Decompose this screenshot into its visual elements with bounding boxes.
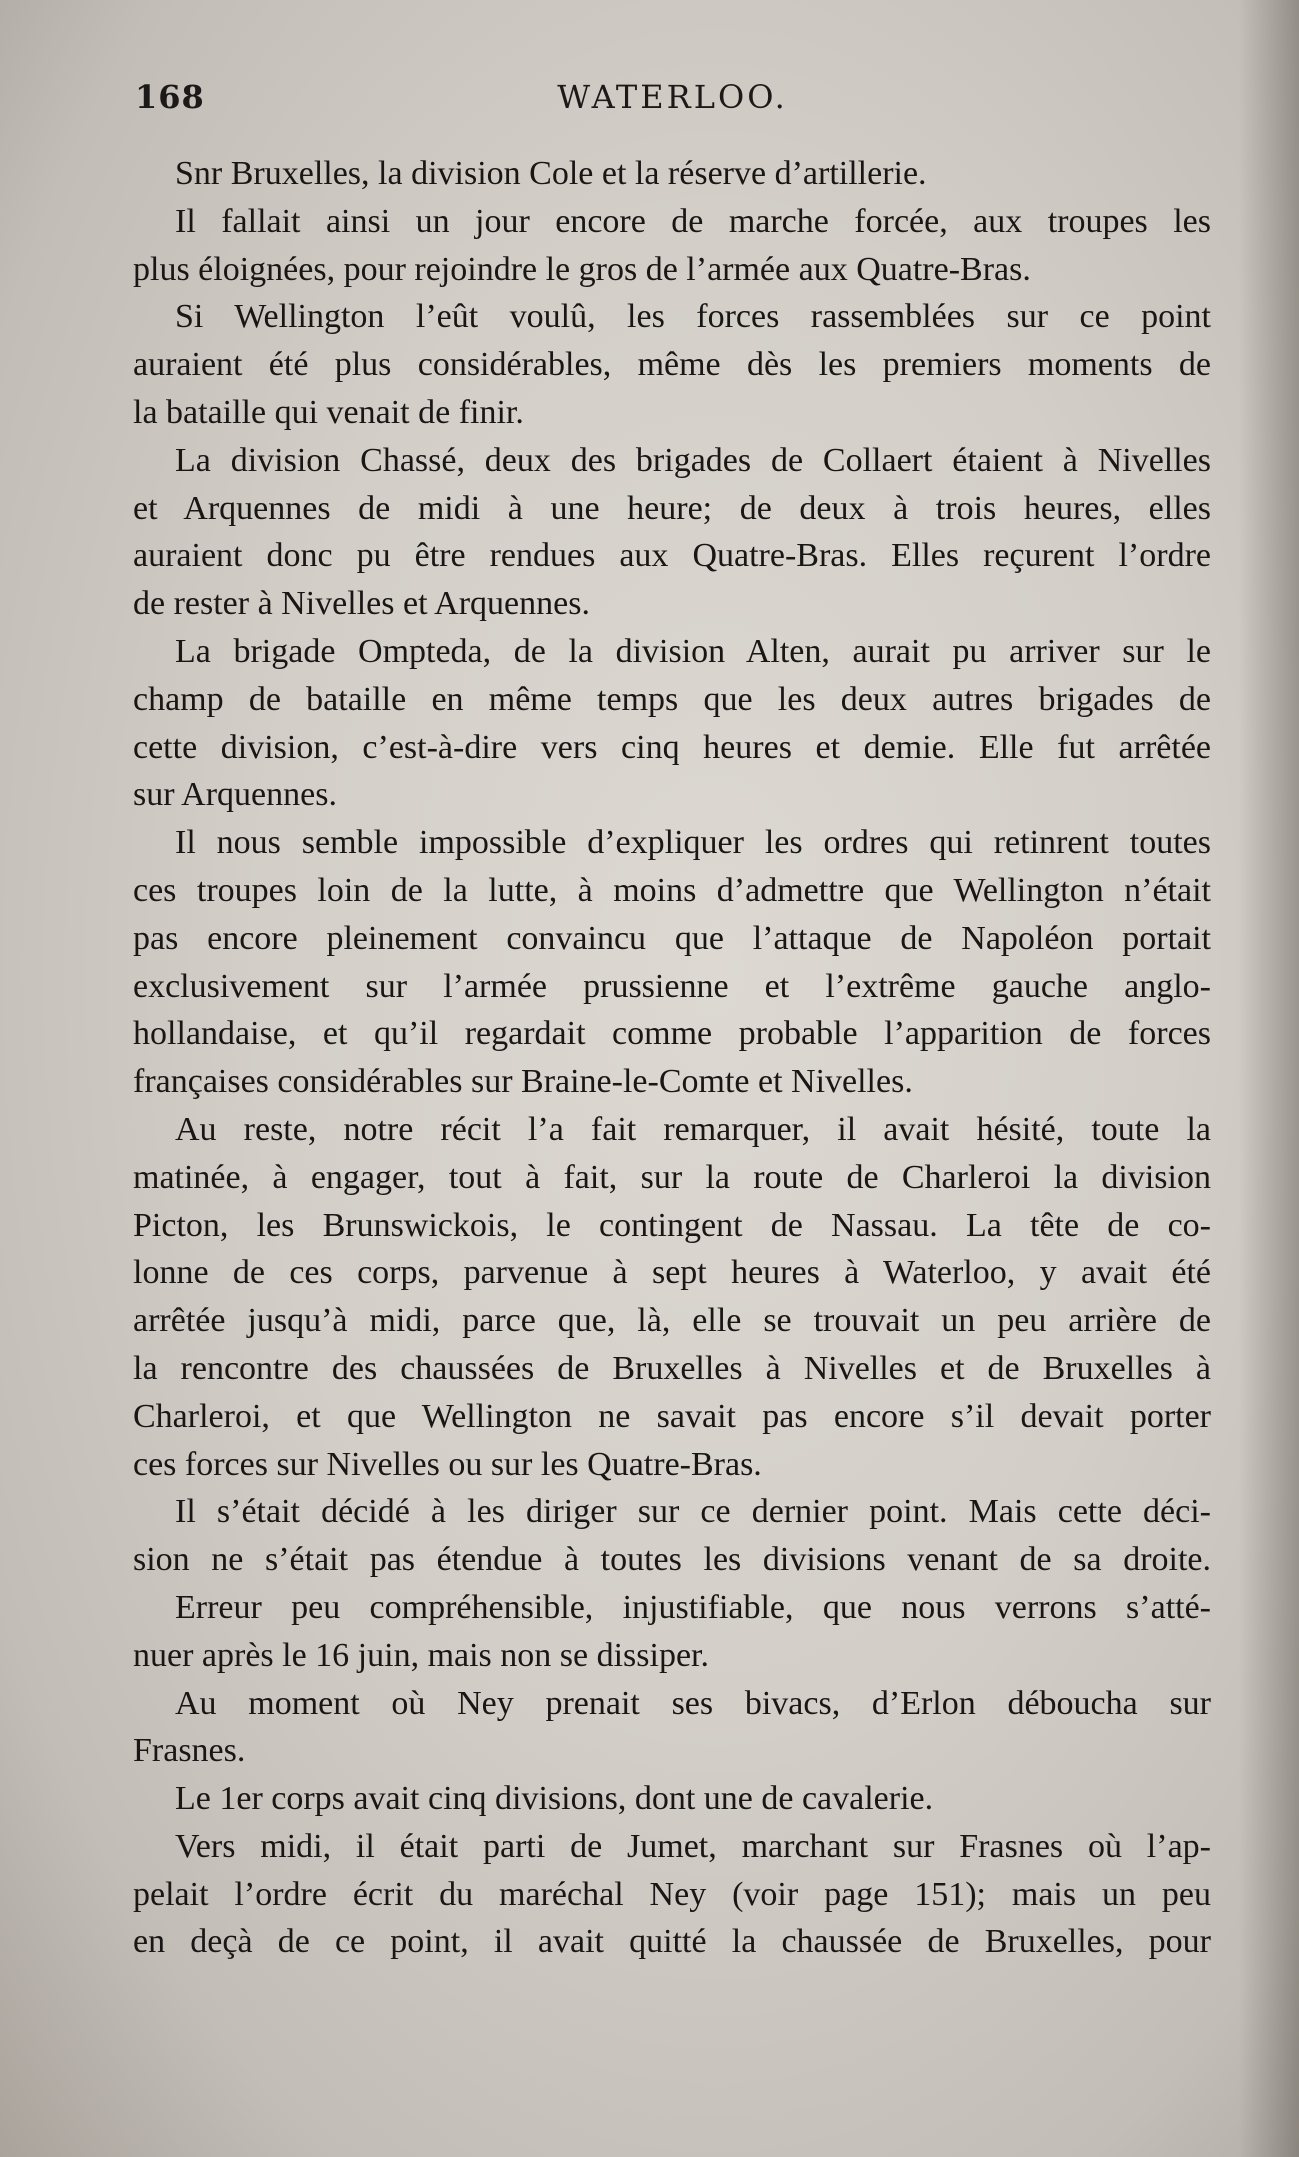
text-line: La brigade Ompteda, de la division Alten, aurait pu arriver sur le — [175, 632, 1211, 670]
text-line: plus éloignées, pour rejoindre le gros de l’armée aux Quatre-Bras. — [133, 250, 1031, 288]
text-line: Charleroi, et que Wellington ne savait pas encore s’il devait porter — [133, 1397, 1211, 1435]
text-line: Il nous semble impossible d’expliquer les ordres qui retinrent toutes — [175, 824, 1211, 862]
text-line: la bataille qui venait de finir. — [133, 393, 524, 431]
text-line: Snr Bruxelles, la division Cole et la réserve d’artillerie. — [175, 155, 927, 192]
text-line: Picton, les Brunswickois, le contingent de Nassau. La tête de co- — [133, 1206, 1211, 1244]
text-line: Si Wellington l’eût voulû, les forces rassemblées sur ce point — [175, 298, 1211, 336]
text-line: pelait l’ordre écrit du maréchal Ney (voir page 151); mais un peu — [133, 1875, 1211, 1913]
text-line: champ de bataille en même temps que les deux autres brigades de — [133, 680, 1211, 718]
text-line: exclusivement sur l’armée prussienne et l’extrême gauche anglo- — [133, 967, 1211, 1005]
text-line: matinée, à engager, tout à fait, sur la route de Charleroi la division — [133, 1158, 1211, 1196]
text-line: Il fallait ainsi un jour encore de marche forcée, aux troupes les — [175, 202, 1211, 240]
text-line: lonne de ces corps, parvenue à sept heures à Waterloo, y avait été — [133, 1254, 1211, 1292]
text-line: auraient donc pu être rendues aux Quatre-Bras. Elles reçurent l’ordre — [133, 537, 1211, 575]
text-line: Au reste, notre récit l’a fait remarquer, il avait hésité, toute la — [175, 1110, 1211, 1148]
text-line: ces troupes loin de la lutte, à moins d’admettre que Wellington n’était — [133, 871, 1211, 909]
text-line: Au moment où Ney prenait ses bivacs, d’Erlon déboucha sur — [175, 1684, 1211, 1722]
text-line: de rester à Nivelles et Arquennes. — [133, 585, 590, 623]
text-line: Il s’était décidé à les diriger sur ce dernier point. Mais cette déci- — [175, 1493, 1211, 1531]
text-line: nuer après le 16 juin, mais non se dissiper. — [133, 1636, 710, 1674]
text-line: la rencontre des chaussées de Bruxelles à Nivelles et de Bruxelles à — [133, 1349, 1211, 1387]
text-line: en deçà de ce point, il avait quitté la chaussée de Bruxelles, pour — [133, 1923, 1211, 1961]
text-line: pas encore pleinement convaincu que l’attaque de Napoléon portait — [133, 919, 1211, 957]
running-title: WATERLOO. — [557, 78, 788, 116]
text-line: ces forces sur Nivelles ou sur les Quatre-Bras. — [133, 1445, 762, 1483]
text-line: La division Chassé, deux des brigades de Collaert étaient à Nivelles — [175, 441, 1211, 479]
text-line: auraient été plus considérables, même dès les premiers moments de — [133, 346, 1211, 384]
text-line: Erreur peu compréhensible, injustifiable, que nous verrons s’atté- — [175, 1588, 1211, 1626]
text-line: et Arquennes de midi à une heure; de deux à trois heures, elles — [133, 489, 1211, 527]
text-line: arrêtée jusqu’à midi, parce que, là, elle se trouvait un peu arrière de — [133, 1302, 1211, 1340]
text-line: sion ne s’était pas étendue à toutes les divisions venant de sa droite. — [133, 1541, 1211, 1579]
text-line: Vers midi, il était parti de Jumet, marchant sur Frasnes où l’ap- — [175, 1827, 1211, 1865]
page-number: 168 — [135, 78, 205, 116]
text-line: sur Arquennes. — [133, 776, 337, 814]
text-line: hollandaise, et qu’il regardait comme probable l’apparition de forces — [133, 1015, 1211, 1053]
text-line: Le 1er corps avait cinq divisions, dont une de cavalerie. — [175, 1780, 934, 1818]
page-header — [135, 78, 1210, 128]
body-text — [133, 150, 1211, 1966]
text-line: Frasnes. — [133, 1732, 246, 1770]
text-line: cette division, c’est-à-dire vers cinq heures et demie. Elle fut arrêtée — [133, 728, 1211, 766]
text-line: françaises considérables sur Braine-le-Comte et Nivelles. — [133, 1063, 913, 1101]
